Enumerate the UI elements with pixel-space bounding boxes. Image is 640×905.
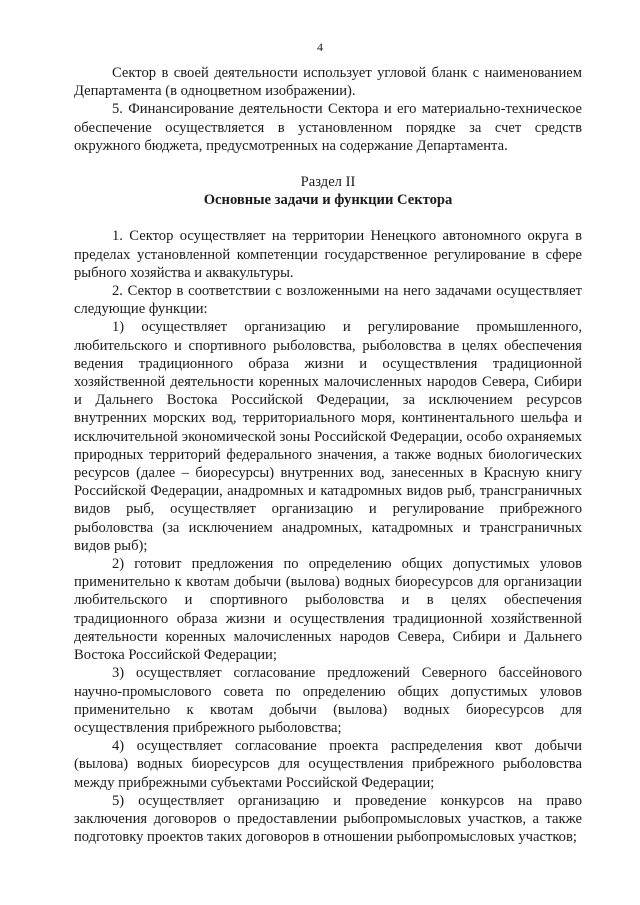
list-item: 1) осуществляет организацию и регулирование промышленного, любительского и спортивного рыболовства, рыболовства в целях обеспечения ведения традиционного образа жизни и осуществления традиционной хозяйственной деятельности коренных малочисленных народов Севера, Сибири и Дальнего Востока Российской Федерации, за исключением ресурсов внутренних морских вод, территориального моря, континентального шельфа и исключительной экономической зоны Российской Федерации, особо охраняемых природных территорий федерального значения, а также водных биологических ресурсов (далее – биоресурсы) внутренних вод, занесенных в Красную книгу Российской Федерации, анадромных и катадромных видов рыб, трансграничных видов рыб, осуществляет организацию и регулирование прибрежного рыболовства (за исключением анадромных, катадромных и трансграничных видов рыб); [74, 319, 582, 554]
intro-paragraph: 5. Финансирование деятельности Сектора и его материально-техническое обеспечение осуществляется в установленном порядке за счет средств окружного бюджета, предусмотренных на содержание Департамента. [74, 101, 582, 154]
list-item: 2) готовит предложения по определению общих допустимых уловов применительно к квотам добычи (вылова) водных биоресурсов для организации любительского и спортивного рыболовства и в целях обеспечения традиционного образа жизни и осуществления традиционной хозяйственной деятельности коренных малочисленных народов Севера, Сибири и Дальнего Востока Российской Федерации; [74, 556, 582, 664]
paragraph: 1. Сектор осуществляет на территории Ненецкого автономного округа в пределах установленной компетенции государственное регулирование в сфере рыбного хозяйства и аквакультуры. [74, 228, 582, 281]
section-title: Основные задачи и функции Сектора [203, 192, 453, 209]
page-number: 4 [317, 40, 323, 54]
list-item: 4) осуществляет согласование проекта распределения квот добычи (вылова) водных биоресурсов для осуществления прибрежного рыболовства между прибрежными субъектами Российской Федерации; [74, 738, 582, 791]
list-item: 3) осуществляет согласование предложений Северного бассейнового научно-промыслового совета по определению общих допустимых уловов применительно к квотам добычи (вылова) водных биоресурсов для осуществления прибрежного рыболовства; [74, 665, 582, 736]
intro-paragraph: Сектор в своей деятельности использует угловой бланк с наименованием Департамента (в одноцветном изображении). [74, 65, 582, 100]
paragraph: 2. Сектор в соответствии с возложенными на него задачами осуществляет следующие функции: [74, 283, 582, 318]
section-label: Раздел II [300, 174, 356, 191]
document-body [74, 64, 582, 846]
list-item: 5) осуществляет организацию и проведение конкурсов на право заключения договоров о предоставлении рыбопромысловых участков, а также подготовку проектов таких договоров в отношении рыбопромысловых участков; [74, 792, 582, 846]
